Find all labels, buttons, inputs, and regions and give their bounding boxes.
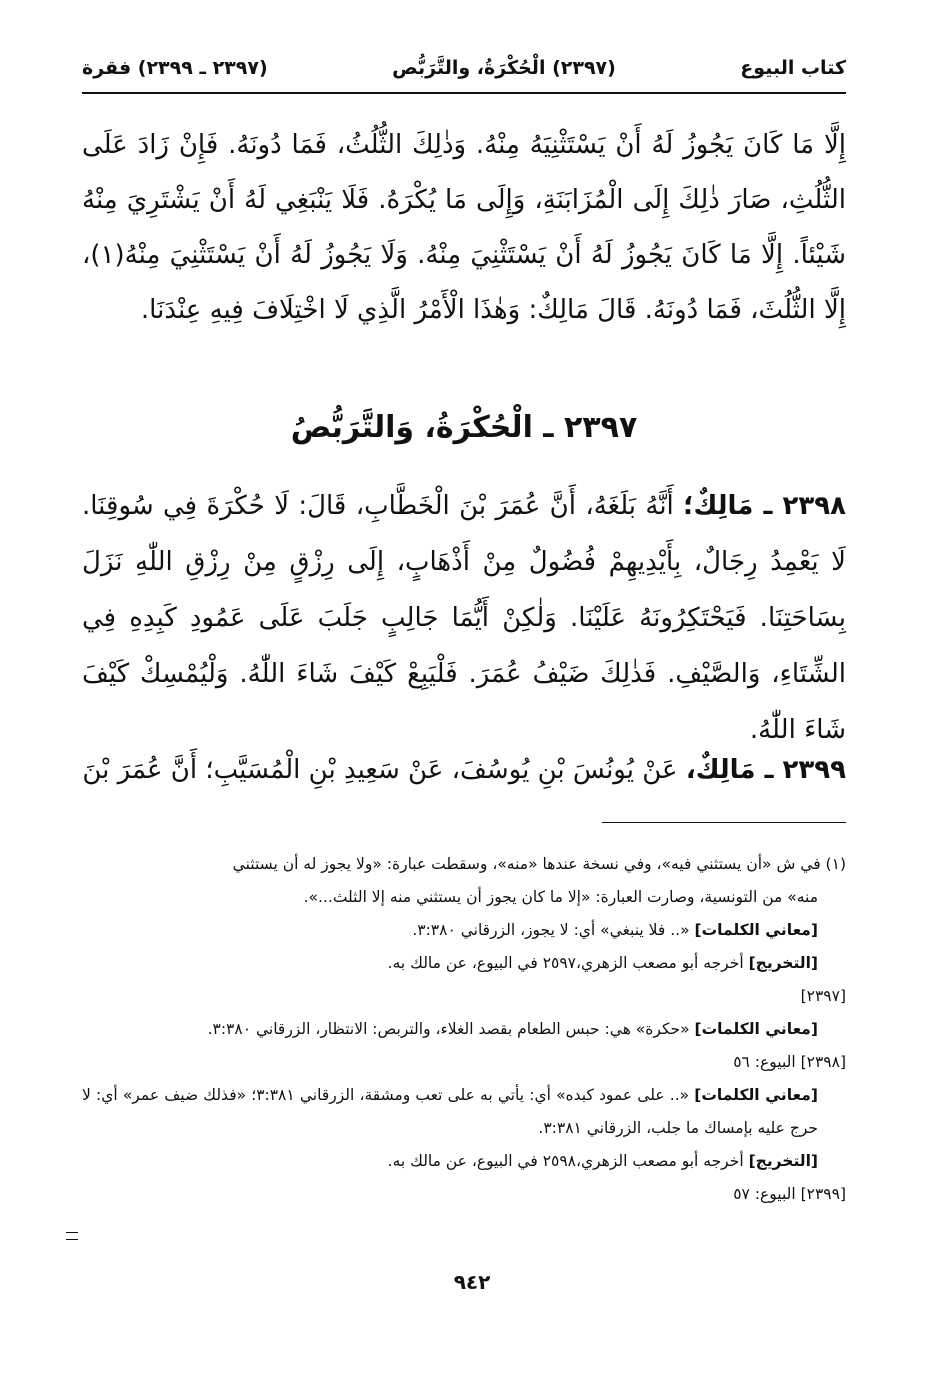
takhrij-label: [التخريج] [748, 1152, 818, 1170]
continuation-mark [66, 1232, 78, 1240]
meanings-text: «حكرة» هي: حبس الطعام بقصد الغلاء، والتربص: الانتظار، الزرقاني ٣:٣٨٠. [207, 1020, 695, 1038]
note-ref-2398: [٢٣٩٨] البيوع: ٥٦ [733, 1053, 846, 1071]
takhrij-text: أخرجه أبو مصعب الزهري،٢٥٩٨ في البيوع، عن مالك به. [387, 1152, 749, 1170]
footnote-1-takhrij [82, 947, 846, 980]
note-2398-meanings [82, 1079, 846, 1145]
opening-paragraph-text: إِلَّا مَا كَانَ يَجُوزُ لَهُ أَنْ يَسْتَثْنِيَهُ مِنْهُ. وَذٰلِكَ الثُّلُثُ، فَمَا دُونَهُ. فَإِنْ زَادَ عَلَى الثُّلُثِ، صَارَ ذٰلِكَ إِلَى الْمُزَابَنَةِ، وَإِلَى مَا يُكْرَهُ. فَلَا يَنْبَغِي لَهُ أَنْ يَشْتَرِيَ مِنْهُ شَيْئاً. إِلَّا مَا كَانَ يَجُوزُ لَهُ أَنْ يَسْتَثْنِيَ مِنْهُ. وَلَا يَجُوزُ لَهُ أَنْ يَسْتَثْنِيَ مِنْهُ(١)، إِلَّا الثُّلُثَ، فَمَا دُونَهُ. قَالَ مَالِكٌ: وَهٰذَا الْأَمْرُ الَّذِي لَا اخْتِلَافَ فِيهِ عِنْدَنَا. [82, 130, 846, 325]
header-book-title: كتاب البيوع [740, 57, 846, 79]
header-chapter-title: (٢٣٩٧) الْحُكْرَةُ، والتَّرَبُّص [392, 57, 616, 79]
header-divider [82, 92, 846, 94]
footnote-divider [602, 822, 846, 823]
header-paragraph-range: (٢٣٩٧ ـ ٢٣٩٩) فقرة [82, 57, 268, 79]
meanings-label: [معاني الكلمات] [694, 1020, 818, 1038]
footnote-1-meanings [82, 914, 846, 947]
running-header [82, 48, 846, 88]
hadith-2398-number: ٢٣٩٨ ـ مَالِكٌ؛ [683, 491, 846, 521]
hadith-2399-number: ٢٣٩٩ ـ مَالِكٌ، [685, 755, 846, 785]
opening-paragraph [82, 118, 846, 338]
hadith-2399-text: عَنْ يُونُسَ بْنِ يُوسُفَ، عَنْ سَعِيدِ بْنِ الْمُسَيَّبِ؛ أَنَّ عُمَرَ بْنَ [82, 755, 686, 785]
note-ref-2397: [٢٣٩٧] [800, 987, 846, 1005]
page-number: ٩٤٢ [453, 1270, 491, 1294]
note-2397-meanings [82, 1013, 846, 1046]
meanings-label: [معاني الكلمات] [694, 921, 818, 939]
meanings-label: [معاني الكلمات] [694, 1086, 818, 1104]
hadith-2399 [82, 742, 846, 798]
takhrij-text: أخرجه أبو مصعب الزهري،٢٥٩٧ في البيوع، عن مالك به. [387, 954, 749, 972]
meanings-text: «.. فلا ينبغي» أي: لا يجوز، الزرقاني ٣:٣٨٠. [412, 921, 695, 939]
hadith-2398 [82, 478, 846, 758]
note-ref-2399: [٢٣٩٩] البيوع: ٥٧ [733, 1185, 846, 1203]
footnote-1-line-1: (١) في ش «أن يستثني فيه»، وفي نسخة عندها «منه»، وسقطت عبارة: «ولا يجوز له أن يستثني [232, 855, 846, 873]
meanings-text: «.. على عمود كبده» أي: يأتي به على تعب ومشقة، الزرقاني ٣:٣٨١؛ «فذلك ضيف عمر» أي: لا حرج عليه بإمساك ما جلب، الزرقاني ٣:٣٨١. [82, 1086, 818, 1137]
hadith-2398-text: أَنَّهُ بَلَغَهُ، أَنَّ عُمَرَ بْنَ الْخَطَّابِ، قَالَ: لَا حُكْرَةَ فِي سُوقِنَا. لَا يَعْمِدُ رِجَالٌ، بِأَيْدِيهِمْ فُضُولٌ مِنْ أَذْهَابٍ، إِلَى رِزْقٍ مِنْ رِزْقِ اللّٰهِ نَزَلَ بِسَاحَتِنَا. فَيَحْتَكِرُونَهُ عَلَيْنَا. وَلٰكِنْ أَيُّمَا جَالِبٍ جَلَبَ عَلَى عَمُودِ كَبِدِهِ فِي الشِّتَاءِ، وَالصَّيْفِ. فَذٰلِكَ ضَيْفُ عُمَرَ. فَلْيَبِعْ كَيْفَ شَاءَ اللّٰهُ. وَلْيُمْسِكْ كَيْفَ شَاءَ اللّٰهُ. [82, 491, 846, 745]
footnotes [82, 848, 846, 1211]
takhrij-label: [التخريج] [748, 954, 818, 972]
section-heading: ٢٣٩٧ ـ الْحُكْرَةُ، وَالتَّرَبُّصُ [290, 410, 638, 445]
footnote-1-line-2: منه» من التونسية، وصارت العبارة: «إلا ما كان يجوز أن يستثني منه إلا الثلث...». [303, 888, 818, 906]
note-2398-takhrij [82, 1145, 846, 1178]
